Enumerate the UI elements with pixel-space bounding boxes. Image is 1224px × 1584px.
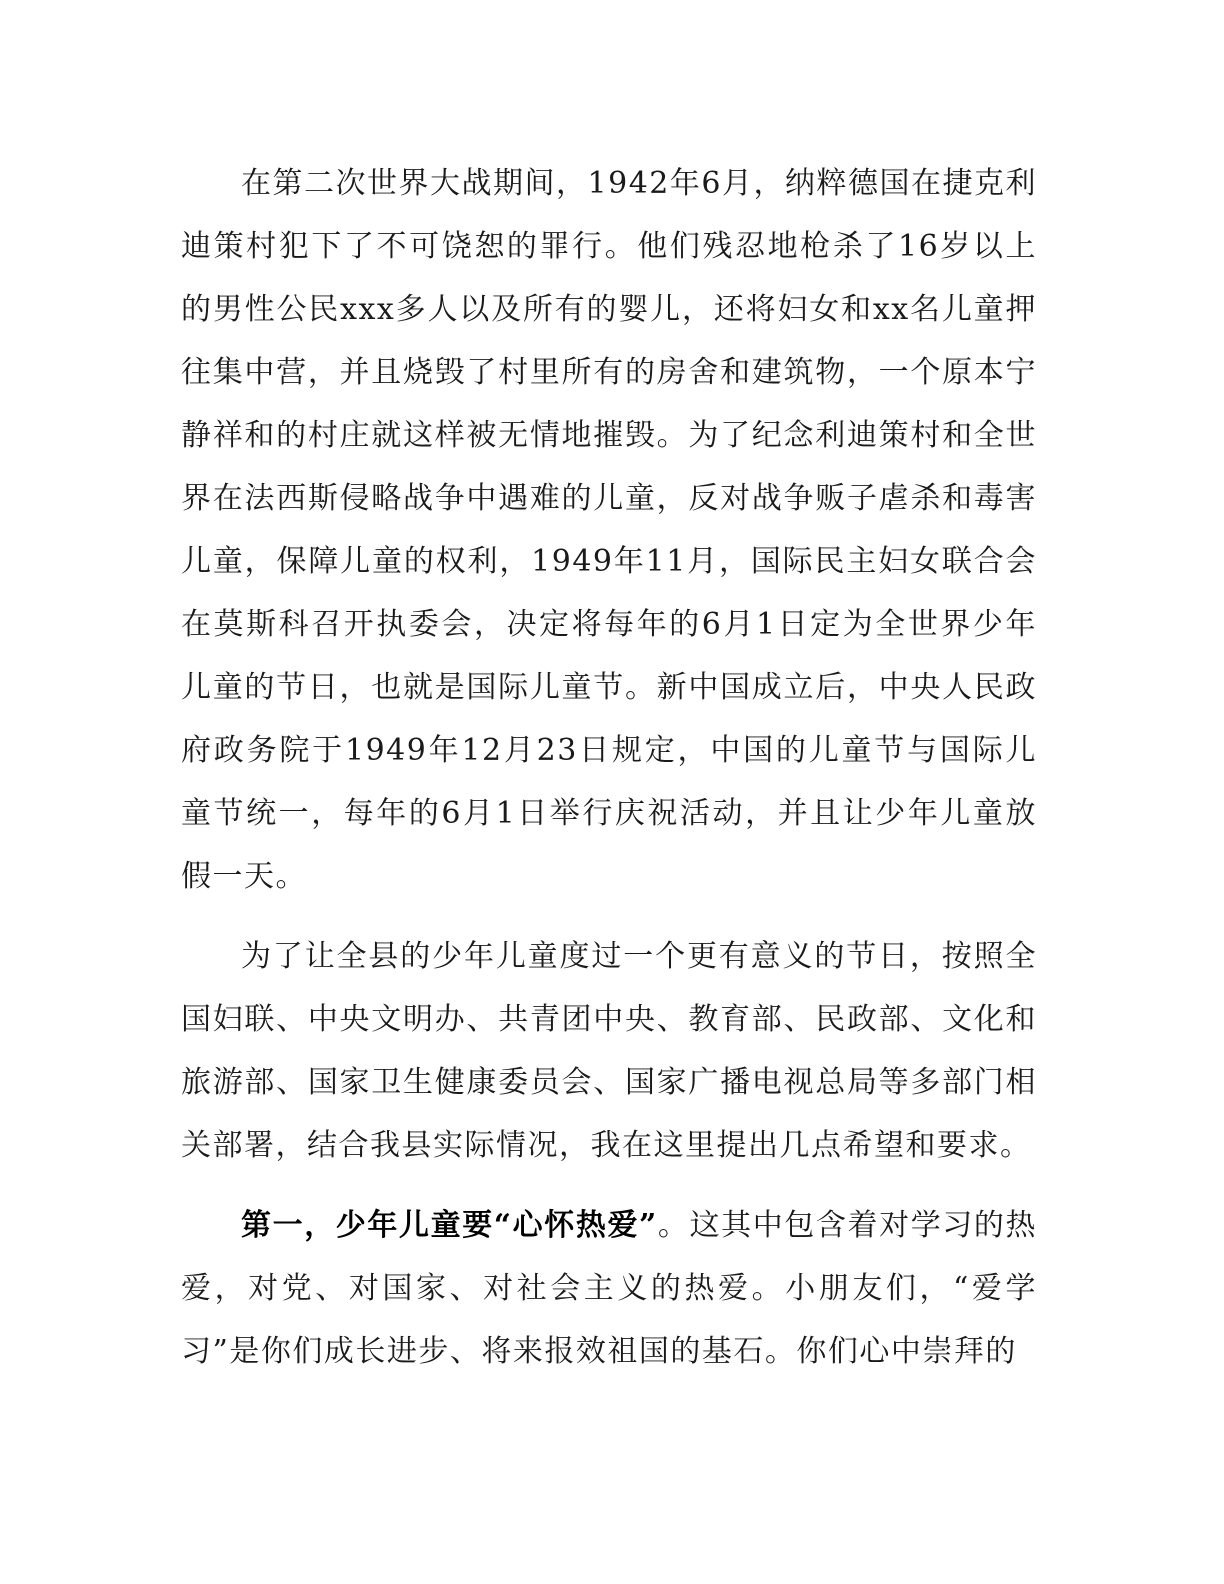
paragraph-history <box>181 152 1037 908</box>
paragraph-text: 在第二次世界大战期间，1942年6月，纳粹德国在捷克利迪策村犯下了不可饶恕的罪行。他们残忍地枪杀了16岁以上的男性公民xxx多人以及所有的婴儿，还将妇女和xx名儿童押往集中营，并且烧毁了村里所有的房舍和建筑物，一个原本宁静祥和的村庄就这样被无情地摧毁。为了纪念利迪策村和全世界在法西斯侵略战争中遇难的儿童，反对战争贩子虐杀和毒害儿童，保障儿童的权利，1949年11月，国际民主妇女联合会在莫斯科召开执委会，决定将每年的6月1日定为全世界少年儿童的节日，也就是国际儿童节。新中国成立后，中央人民政府政务院于1949年12月23日规定，中国的儿童节与国际儿童节统一，每年的6月1日举行庆祝活动，并且让少年儿童放假一天。 <box>181 166 1037 894</box>
paragraph-heading: 第一，少年儿童要“心怀热爱” <box>241 1208 658 1243</box>
paragraph-intro <box>181 925 1037 1177</box>
paragraph-text: 为了让全县的少年儿童度过一个更有意义的节日，按照全国妇联、中央文明办、共青团中央、教育部、民政部、文化和旅游部、国家卫生健康委员会、国家广播电视总局等多部门相关部署，结合我县实际情况，我在这里提出几点希望和要求。 <box>181 939 1037 1163</box>
paragraph-first-point <box>181 1194 1037 1383</box>
paragraph-text: 。这其中包含着对学习的热爱，对党、对国家、对社会主义的热爱。小朋友们，“爱学习”是你们成长进步、将来报效祖国的基石。你们心中崇拜的 <box>181 1208 1038 1369</box>
body-text <box>181 152 1037 1383</box>
